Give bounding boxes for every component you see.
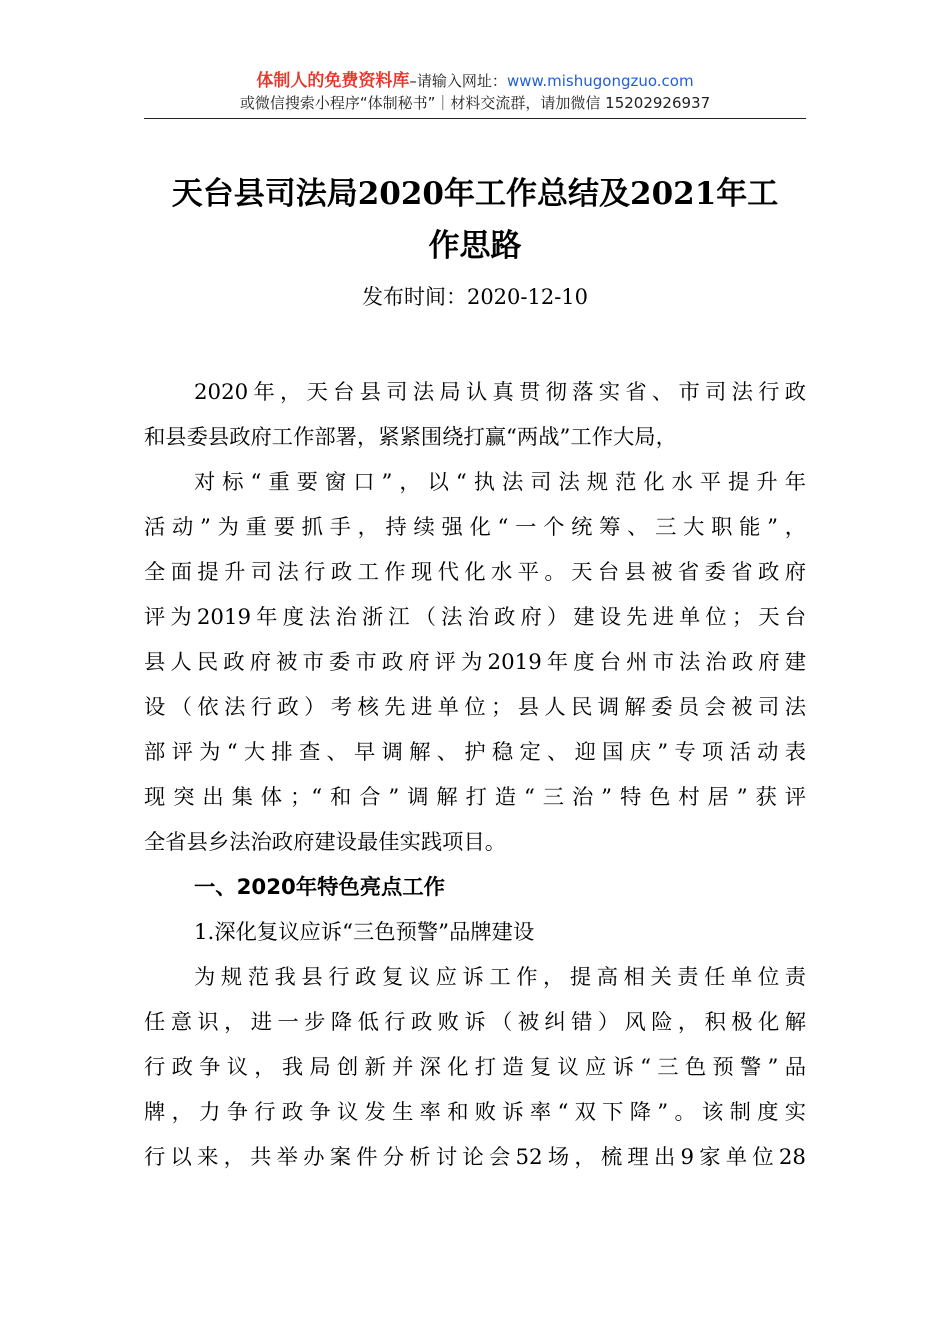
- body-line: 为规范我县行政复议应诉工作，提高相关责任单位责: [194, 965, 806, 990]
- header-divider: [144, 118, 806, 119]
- body-line: 任意识，进一步降低行政败诉（被纠错）风险，积极化解: [144, 1010, 806, 1035]
- brand-text: 体制人的免费资料库: [256, 71, 410, 91]
- body-line: 行以来，共举办案件分析讨论会52场，梳理出9家单位28: [144, 1145, 806, 1170]
- title-line-2: 作思路: [428, 228, 522, 264]
- watermark-header: [144, 70, 806, 114]
- title-line-1: 天台县司法局2020年工作总结及2021年工: [171, 176, 779, 212]
- page-title: [144, 168, 806, 272]
- body-line: 评为2019年度法治浙江（法治政府）建设先进单位；天台: [144, 605, 806, 630]
- body-line: 全省县乡法治政府建设最佳实践项目。: [144, 830, 507, 855]
- body-line: 和县委县政府工作部署，紧紧围绕打赢“两战”工作大局，: [144, 425, 677, 450]
- body-line: 全面提升司法行政工作现代化水平。天台县被省委省政府: [144, 560, 806, 585]
- body-line: 行政争议，我局创新并深化打造复议应诉“三色预警”品: [144, 1055, 806, 1080]
- body-line: 现突出集体；“和合”调解打造“三治”特色村居”获评: [144, 785, 806, 810]
- subsection-heading: 1.深化复议应诉“三色预警”品牌建设: [194, 920, 535, 945]
- body-line: 2020年，天台县司法局认真贯彻落实省、市司法行政: [194, 380, 806, 405]
- publish-date: 发布时间：2020-12-10: [361, 285, 589, 309]
- section-heading: 一、2020年特色亮点工作: [194, 875, 445, 900]
- website-link[interactable]: www.mishugongzuo.com: [506, 72, 694, 90]
- body-line: 对标“重要窗口”，以“执法司法规范化水平提升年: [194, 470, 806, 495]
- header-line-1: [144, 70, 806, 92]
- body-line: 设（依法行政）考核先进单位；县人民调解委员会被司法: [144, 695, 806, 720]
- body-line: 县人民政府被市委市政府评为2019年度台州市法治政府建: [144, 650, 806, 675]
- body-line: 活动”为重要抓手，持续强化“一个统筹、三大职能”，: [144, 515, 806, 540]
- document-body: [144, 370, 806, 1180]
- body-line: 牌，力争行政争议发生率和败诉率“双下降”。该制度实: [144, 1100, 806, 1125]
- body-line: 部评为“大排查、早调解、护稳定、迎国庆”专项活动表: [144, 740, 806, 765]
- header-line-2: 或微信搜索小程序“体制秘书”｜材料交流群，请加微信 15202926937: [239, 94, 711, 112]
- url-prompt: –请输入网址：: [409, 72, 507, 90]
